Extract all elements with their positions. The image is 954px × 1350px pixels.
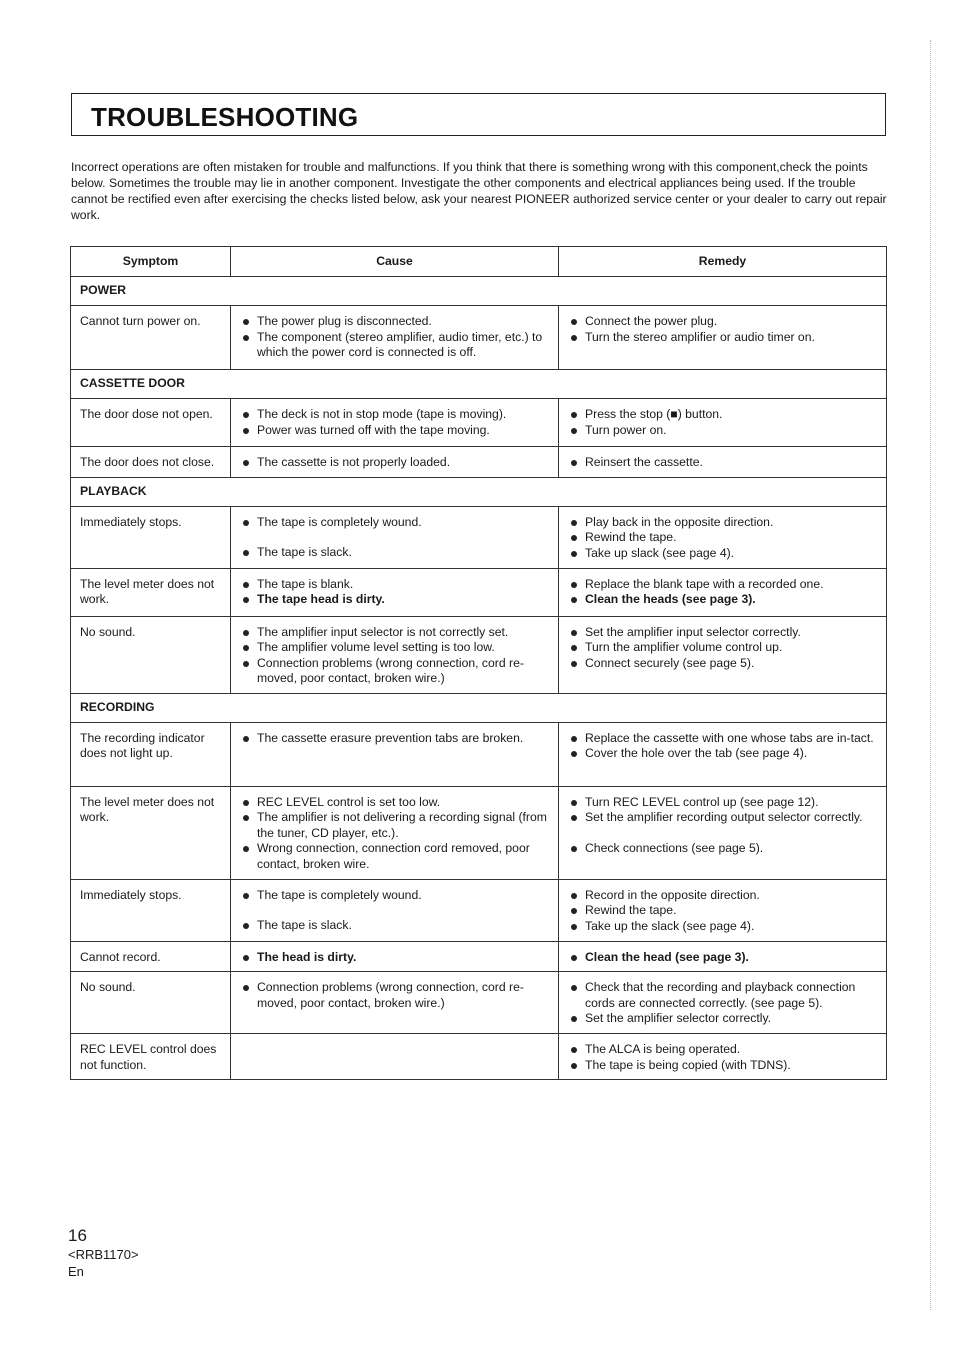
symptom-cell: No sound.	[71, 616, 231, 693]
remedy-cell	[559, 616, 887, 693]
remedy-cell	[559, 306, 887, 370]
remedy-item: Replace the blank tape with a recorded one.	[565, 577, 880, 593]
cause-item: The head is dirty.	[237, 950, 552, 966]
cause-item: The tape is completely wound.	[237, 888, 552, 904]
remedy-item: The ALCA is being operated.	[565, 1042, 880, 1058]
symptom-cell: Immediately stops.	[71, 879, 231, 941]
remedy-cell	[559, 879, 887, 941]
remedy-cell	[559, 399, 887, 447]
remedy-item: Turn the stereo amplifier or audio timer on.	[565, 330, 880, 346]
cause-cell	[231, 506, 559, 568]
model-code: <RRB1170>	[68, 1247, 139, 1262]
cause-item: The tape is slack.	[237, 918, 552, 934]
cause-item: The amplifier is not delivering a recording signal (from the tuner, CD player, etc.).	[237, 810, 552, 841]
symptom-cell: The level meter does not work.	[71, 568, 231, 616]
remedy-item: Connect securely (see page 5).	[565, 656, 880, 672]
page-edge-line	[930, 40, 932, 1310]
header-cause: Cause	[231, 247, 559, 277]
remedy-cell	[559, 722, 887, 786]
symptom-cell: The level meter does not work.	[71, 786, 231, 879]
remedy-item: Rewind the tape.	[565, 903, 880, 919]
remedy-cell	[559, 786, 887, 879]
table-row	[71, 722, 887, 786]
remedy-item: Turn the amplifier volume control up.	[565, 640, 880, 656]
cause-cell	[231, 447, 559, 478]
table-row	[71, 972, 887, 1034]
table-row	[71, 568, 887, 616]
remedy-item: Turn power on.	[565, 423, 880, 439]
table-header-row	[71, 247, 887, 277]
symptom-cell: REC LEVEL control does not function.	[71, 1034, 231, 1080]
section-title: RECORDING	[71, 693, 887, 722]
remedy-item: The tape is being copied (with TDNS).	[565, 1058, 880, 1074]
remedy-cell	[559, 506, 887, 568]
cause-item: The component (stereo amplifier, audio timer, etc.) to which the power cord is connected is off.	[237, 330, 552, 361]
remedy-item: Cover the hole over the tab (see page 4).	[565, 746, 880, 762]
section-row-power	[71, 277, 887, 306]
page-number: 16	[68, 1226, 87, 1245]
cause-cell	[231, 879, 559, 941]
remedy-item: Clean the heads (see page 3).	[565, 592, 880, 608]
cause-cell	[231, 941, 559, 972]
page-footer	[68, 1226, 139, 1280]
symptom-cell: Cannot turn power on.	[71, 306, 231, 370]
remedy-item: Take up slack (see page 4).	[565, 546, 880, 562]
remedy-item: Check that the recording and playback connection cords are connected correctly. (see page 5).	[565, 980, 880, 1011]
symptom-cell: The door dose not open.	[71, 399, 231, 447]
remedy-item: Connect the power plug.	[565, 314, 880, 330]
cause-item: Power was turned off with the tape moving.	[237, 423, 552, 439]
symptom-cell: No sound.	[71, 972, 231, 1034]
cause-item: Connection problems (wrong connection, cord re-moved, poor contact, broken wire.)	[237, 980, 552, 1011]
header-remedy: Remedy	[559, 247, 887, 277]
intro-paragraph: Incorrect operations are often mistaken for trouble and malfunctions. If you think that there is something wrong with this component,check the points below. Sometimes the trouble may lie in another component. Investigate the other components and electrical appliances being used. If the trouble cannot be rectified even after exercising the checks listed below, ask your nearest PIONEER authorized service center or your dealer to carry out repair work.	[71, 160, 887, 222]
remedy-item: Set the amplifier recording output selector correctly.	[565, 810, 880, 826]
section-row-cassette-door	[71, 370, 887, 399]
cause-cell	[231, 972, 559, 1034]
remedy-item: Replace the cassette with one whose tabs are in-tact.	[565, 731, 880, 747]
cause-item: The amplifier input selector is not correctly set.	[237, 625, 552, 641]
table-row	[71, 1034, 887, 1080]
cause-cell	[231, 306, 559, 370]
section-row-playback	[71, 477, 887, 506]
remedy-cell	[559, 1034, 887, 1080]
table-row	[71, 786, 887, 879]
table-row	[71, 616, 887, 693]
cause-cell	[231, 722, 559, 786]
remedy-item: Set the amplifier selector correctly.	[565, 1011, 880, 1027]
cause-item: Wrong connection, connection cord removed, poor contact, broken wire.	[237, 841, 552, 872]
page-title: TROUBLESHOOTING	[91, 102, 359, 132]
table-row	[71, 447, 887, 478]
troubleshooting-table	[70, 246, 887, 1080]
remedy-item: Check connections (see page 5).	[565, 841, 880, 857]
remedy-item: Take up the slack (see page 4).	[565, 919, 880, 935]
cause-item: The amplifier volume level setting is too low.	[237, 640, 552, 656]
remedy-cell	[559, 447, 887, 478]
cause-item: The deck is not in stop mode (tape is moving).	[237, 407, 552, 423]
symptom-cell: The door does not close.	[71, 447, 231, 478]
cause-item: The power plug is disconnected.	[237, 314, 552, 330]
section-title: CASSETTE DOOR	[71, 370, 887, 399]
remedy-cell	[559, 972, 887, 1034]
cause-item: Connection problems (wrong connection, cord re-moved, poor contact, broken wire.)	[237, 656, 552, 687]
cause-cell	[231, 568, 559, 616]
remedy-item: Play back in the opposite direction.	[565, 515, 880, 531]
section-title: PLAYBACK	[71, 477, 887, 506]
cause-cell	[231, 399, 559, 447]
title-box	[71, 93, 886, 136]
section-title: POWER	[71, 277, 887, 306]
cause-item: The cassette is not properly loaded.	[237, 455, 552, 471]
section-row-recording	[71, 693, 887, 722]
remedy-item: Press the stop (■) button.	[565, 407, 880, 423]
cause-item: REC LEVEL control is set too low.	[237, 795, 552, 811]
remedy-item: Set the amplifier input selector correctly.	[565, 625, 880, 641]
cause-item: The tape head is dirty.	[237, 592, 552, 608]
table-row	[71, 879, 887, 941]
remedy-item: Rewind the tape.	[565, 530, 880, 546]
symptom-cell: Immediately stops.	[71, 506, 231, 568]
symptom-cell: The recording indicator does not light up.	[71, 722, 231, 786]
symptom-cell: Cannot record.	[71, 941, 231, 972]
remedy-item: Reinsert the cassette.	[565, 455, 880, 471]
table-row	[71, 506, 887, 568]
remedy-cell	[559, 941, 887, 972]
cause-cell	[231, 616, 559, 693]
remedy-cell	[559, 568, 887, 616]
cause-item: The tape is slack.	[237, 545, 552, 561]
header-symptom: Symptom	[71, 247, 231, 277]
table-row	[71, 941, 887, 972]
cause-cell	[231, 786, 559, 879]
table-row	[71, 306, 887, 370]
table-row	[71, 399, 887, 447]
cause-item: The tape is completely wound.	[237, 515, 552, 531]
remedy-item: Clean the head (see page 3).	[565, 950, 880, 966]
cause-cell-empty	[231, 1034, 559, 1080]
remedy-item: Turn REC LEVEL control up (see page 12).	[565, 795, 880, 811]
remedy-item: Record in the opposite direction.	[565, 888, 880, 904]
cause-item: The tape is blank.	[237, 577, 552, 593]
cause-item: The cassette erasure prevention tabs are broken.	[237, 731, 552, 747]
language-code: En	[68, 1264, 84, 1279]
